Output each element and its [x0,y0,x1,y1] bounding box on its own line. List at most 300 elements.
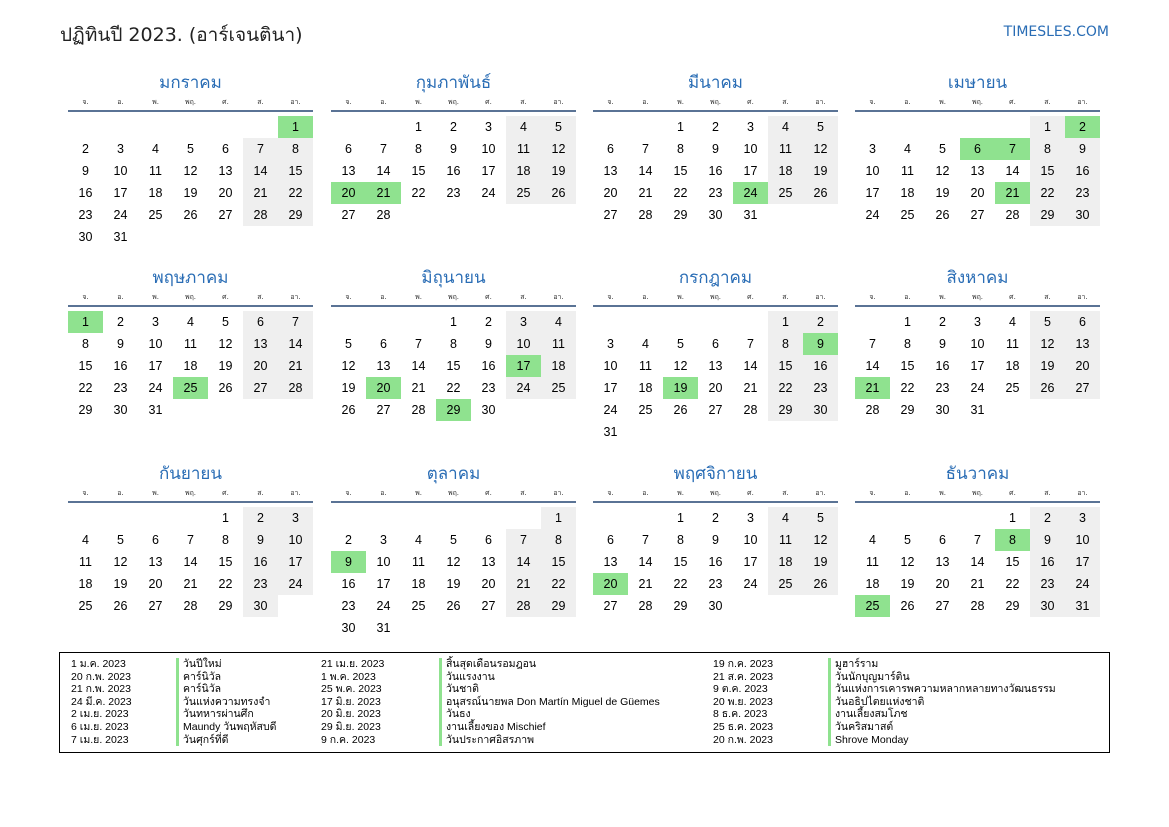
weekday-label: อ. [904,98,911,106]
day-cell: 29 [278,204,313,226]
weekday-label: พ. [152,489,159,497]
day-cell: 9 [82,164,89,178]
day-cell: 2 [712,511,719,525]
weekday-label: จ. [869,98,876,106]
weekday-label: อา. [1077,98,1088,106]
weekday-label: ศ. [222,489,229,497]
day-cell: 20 [218,186,233,200]
day-cell: 5 [904,533,911,547]
day-cell: 12 [541,138,576,160]
weekday-label: พ. [939,293,946,301]
day-cell: 9 [117,337,124,351]
day-cell: 1 [677,120,684,134]
day-cell: 1 [222,511,229,525]
day-cell: 29 [1005,599,1020,613]
day-cell: 15 [411,164,426,178]
weekday-label: พ. [677,98,684,106]
holiday-name: วันปีใหม่ [183,658,222,670]
day-cell: 3 [278,507,313,529]
day-cell: 10 [865,164,880,178]
day-cell: 10 [376,555,391,569]
weekday-label: พฤ. [447,98,460,106]
day-cell: 24 [506,377,541,399]
day-cell: 12 [113,555,128,569]
day-cell: 5 [187,142,194,156]
day-cell: 7 [974,533,981,547]
day-cell: 27 [970,208,985,222]
holiday-date: 8 ธ.ค. 2023 [713,708,768,721]
holiday-name: คาร์นิวัล [183,670,222,683]
weekday-label: อา. [815,293,826,301]
holiday-name: วันประกาศอิสรภาพ [446,733,535,746]
month-calendar [593,265,838,439]
day-cell: 9 [243,529,278,551]
holiday-name-column [439,658,660,746]
weekday-label: พฤ. [709,293,722,301]
day-cell: 19 [900,577,915,591]
weekday-header [331,291,576,307]
weekday-header [68,291,313,307]
day-cell: 26 [183,208,198,222]
holiday-date: 29 มิ.ย. 2023 [321,720,381,733]
day-cell: 20 [603,186,618,200]
day-cell: 10 [481,142,496,156]
day-cell: 18 [865,577,880,591]
day-cell: 18 [768,160,803,182]
day-cell: 8 [450,337,457,351]
weekday-label: ส. [782,293,789,301]
day-cell: 27 [603,208,618,222]
day-cell: 27 [1065,377,1100,399]
day-cell: 11 [412,555,425,569]
day-cell: 24 [603,403,618,417]
day-cell: 12 [446,555,461,569]
day-cell: 26 [935,208,950,222]
holiday-day-cell: 1 [278,116,313,138]
day-cell: 29 [900,403,915,417]
holiday-name: วันศุกร์ที่ดี [183,733,229,746]
holiday-day-cell: 20 [331,182,366,204]
day-cell: 1 [1030,116,1065,138]
day-cell: 17 [970,359,985,373]
day-cell: 1 [541,507,576,529]
weekday-label: พฤ. [971,489,984,497]
weekday-label: ส. [782,489,789,497]
day-cell: 5 [803,507,838,529]
day-cell: 3 [607,337,614,351]
weekday-label: อ. [117,98,124,106]
day-cell: 17 [278,551,313,573]
weekday-label: ส. [1044,293,1051,301]
day-cell: 6 [380,337,387,351]
day-grid [855,503,1100,635]
day-cell: 25 [1005,381,1020,395]
day-cell: 16 [708,555,723,569]
weekday-label: พฤ. [447,489,460,497]
day-cell: 23 [708,577,723,591]
month-name: ธันวาคม [945,464,1010,484]
holiday-date-column [71,658,132,746]
weekday-label: ส. [1044,98,1051,106]
weekday-header [68,487,313,503]
day-cell: 11 [149,164,162,178]
weekday-label: อา. [815,98,826,106]
day-cell: 4 [187,315,194,329]
day-cell: 11 [1006,337,1019,351]
day-cell: 11 [541,333,576,355]
holiday-name-column [176,658,276,746]
weekday-label: ส. [257,98,264,106]
day-cell: 4 [768,116,803,138]
holiday-date: 7 เม.ย. 2023 [71,733,129,746]
weekday-header [331,487,576,503]
month-calendar [855,70,1100,244]
day-cell: 7 [506,529,541,551]
day-cell: 22 [411,186,426,200]
day-cell: 7 [747,337,754,351]
day-cell: 26 [900,599,915,613]
weekday-label: อา. [553,293,564,301]
weekday-label: ศ. [1009,293,1016,301]
day-cell: 14 [638,555,653,569]
day-cell: 5 [117,533,124,547]
holiday-name: งานเลี้ยงของ Mischief [446,720,546,733]
day-cell: 6 [607,142,614,156]
day-grid [331,503,576,635]
weekday-label: จ. [345,98,352,106]
day-cell: 20 [1065,355,1100,377]
day-cell: 7 [278,311,313,333]
day-cell: 2 [82,142,89,156]
day-cell: 25 [541,377,576,399]
weekday-label: ศ. [747,98,754,106]
day-cell: 26 [803,182,838,204]
site-logo[interactable]: TIMESLES.COM [1003,24,1109,40]
weekday-header [855,291,1100,307]
day-cell: 26 [673,403,688,417]
weekday-label: ส. [782,98,789,106]
weekday-header [593,96,838,112]
day-cell: 2 [712,120,719,134]
day-cell: 20 [970,186,985,200]
day-cell: 12 [803,138,838,160]
weekday-label: พ. [677,293,684,301]
day-cell: 25 [900,208,915,222]
day-cell: 3 [1065,507,1100,529]
holiday-name: วันแห่งการเคารพความหลากหลายทางวัฒนธรรม [835,683,1056,696]
month-calendar [68,461,313,635]
day-cell: 25 [148,208,163,222]
day-cell: 26 [541,182,576,204]
day-cell: 8 [82,337,89,351]
day-cell: 24 [743,577,758,591]
weekday-label: พ. [939,98,946,106]
page-title: ปฏิทินปี 2023. (อาร์เจนตินา) [60,24,303,46]
day-cell: 25 [506,182,541,204]
month-name: มีนาคม [688,73,743,93]
day-cell: 5 [222,315,229,329]
day-cell: 10 [113,164,128,178]
day-cell: 11 [506,138,541,160]
day-cell: 8 [541,529,576,551]
day-cell: 25 [768,182,803,204]
day-cell: 30 [113,403,128,417]
weekday-header [593,487,838,503]
holiday-date: 21 เม.ย. 2023 [321,658,385,670]
day-cell: 16 [113,359,128,373]
day-cell: 25 [411,599,426,613]
day-cell: 28 [638,599,653,613]
weekday-label: อา. [290,293,301,301]
day-cell: 28 [865,403,880,417]
day-cell: 24 [1065,573,1100,595]
day-cell: 13 [218,164,233,178]
day-cell: 23 [803,377,838,399]
day-grid [68,307,313,439]
day-cell: 28 [278,377,313,399]
day-cell: 19 [541,160,576,182]
day-cell: 18 [1005,359,1020,373]
weekday-label: พฤ. [971,293,984,301]
day-cell: 6 [345,142,352,156]
day-cell: 7 [415,337,422,351]
day-cell: 19 [341,381,356,395]
weekday-label: อา. [553,98,564,106]
day-cell: 24 [970,381,985,395]
day-cell: 22 [900,381,915,395]
weekday-label: จ. [82,98,89,106]
day-cell: 24 [113,208,128,222]
day-cell: 17 [743,555,758,569]
holiday-date: 6 เม.ย. 2023 [71,720,129,733]
day-cell: 19 [803,551,838,573]
month-name: พฤศจิกายน [673,464,758,484]
holiday-name: วันอธิปไตยแห่งชาติ [835,695,925,708]
weekday-label: ศ. [485,489,492,497]
day-cell: 3 [747,511,754,525]
day-cell: 6 [1065,311,1100,333]
month-name: กุมภาพันธ์ [415,73,492,93]
day-cell: 12 [218,337,233,351]
holiday-day-cell: 20 [366,377,401,399]
day-cell: 23 [481,381,496,395]
day-cell: 6 [607,533,614,547]
day-cell: 8 [677,533,684,547]
day-cell: 27 [708,403,723,417]
day-cell: 5 [939,142,946,156]
day-cell: 8 [222,533,229,547]
day-cell: 15 [673,164,688,178]
day-cell: 1 [1009,511,1016,525]
day-cell: 31 [376,621,391,635]
holiday-name: วันนักบุญมาร์ติน [835,670,910,683]
weekday-label: ศ. [1009,98,1016,106]
weekday-label: พ. [415,293,422,301]
day-cell: 12 [935,164,950,178]
day-cell: 31 [113,230,128,244]
day-cell: 27 [603,599,618,613]
day-cell: 19 [218,359,233,373]
holiday-date: 21 ส.ค. 2023 [713,670,774,683]
day-cell: 28 [243,204,278,226]
day-cell: 17 [113,186,128,200]
day-cell: 13 [1065,333,1100,355]
holiday-date: 19 ก.ค. 2023 [713,658,774,670]
day-cell: 22 [673,577,688,591]
day-cell: 8 [278,138,313,160]
day-cell: 4 [869,533,876,547]
day-cell: 26 [1030,377,1065,399]
weekday-label: ส. [1044,489,1051,497]
day-cell: 20 [935,577,950,591]
month-calendar [68,265,313,439]
day-cell: 25 [78,599,93,613]
day-cell: 31 [148,403,163,417]
holiday-date-column [713,658,773,746]
holiday-name: วันธง [446,708,471,721]
day-cell: 11 [184,337,197,351]
day-cell: 29 [218,599,233,613]
day-cell: 30 [708,599,723,613]
day-cell: 2 [485,315,492,329]
holiday-date: 17 มิ.ย. 2023 [321,695,381,708]
month-name: กันยายน [158,464,222,484]
weekday-label: พฤ. [709,489,722,497]
holiday-name: วันคริสมาสต์ [835,720,894,733]
day-cell: 12 [673,359,688,373]
day-cell: 12 [341,359,356,373]
day-cell: 8 [904,337,911,351]
weekday-label: พ. [152,98,159,106]
day-cell: 31 [603,425,618,439]
weekday-header [855,487,1100,503]
day-cell: 5 [450,533,457,547]
month-calendar [855,265,1100,439]
day-cell: 21 [638,577,653,591]
holiday-name: วันชาติ [446,683,479,696]
weekday-label: จ. [82,293,89,301]
day-cell: 14 [638,164,653,178]
day-cell: 9 [485,337,492,351]
day-cell: 9 [939,337,946,351]
day-cell: 10 [278,529,313,551]
day-cell: 23 [78,208,93,222]
day-cell: 27 [218,208,233,222]
holiday-date: 9 ก.ค. 2023 [321,733,376,746]
holiday-day-cell: 8 [995,529,1030,551]
day-cell: 28 [183,599,198,613]
day-cell: 24 [278,573,313,595]
day-cell: 20 [243,355,278,377]
day-cell: 17 [743,164,758,178]
day-cell: 17 [603,381,618,395]
weekday-label: พ. [415,98,422,106]
day-cell: 13 [376,359,391,373]
day-cell: 26 [341,403,356,417]
day-grid [593,503,838,635]
day-cell: 6 [243,311,278,333]
day-cell: 25 [768,573,803,595]
day-cell: 12 [900,555,915,569]
weekday-label: จ. [607,489,614,497]
weekday-label: ส. [520,98,527,106]
day-cell: 7 [869,337,876,351]
day-cell: 7 [187,533,194,547]
day-cell: 16 [341,577,356,591]
day-cell: 23 [1030,573,1065,595]
holiday-date: 1 ม.ค. 2023 [71,658,126,670]
day-cell: 15 [900,359,915,373]
month-name: กรกฎาคม [678,268,753,288]
weekday-label: อ. [642,293,649,301]
day-cell: 4 [541,311,576,333]
day-cell: 3 [380,533,387,547]
holiday-day-cell: 19 [663,377,698,399]
day-cell: 19 [935,186,950,200]
day-cell: 27 [341,208,356,222]
weekday-label: ศ. [485,98,492,106]
weekday-label: อ. [117,293,124,301]
month-calendar [331,70,576,244]
day-cell: 11 [768,138,803,160]
month-name: มกราคม [159,73,222,93]
day-cell: 14 [183,555,198,569]
holiday-day-cell: 17 [506,355,541,377]
holiday-date: 1 พ.ค. 2023 [321,670,376,683]
day-grid [331,307,576,439]
day-cell: 3 [485,120,492,134]
day-cell: 24 [481,186,496,200]
day-cell: 6 [222,142,229,156]
weekday-label: อ. [380,489,387,497]
day-cell: 7 [642,533,649,547]
day-cell: 1 [904,315,911,329]
day-cell: 21 [638,186,653,200]
weekday-label: พฤ. [184,489,197,497]
day-cell: 22 [218,577,233,591]
day-cell: 14 [865,359,880,373]
day-cell: 3 [117,142,124,156]
day-cell: 21 [743,381,758,395]
weekday-label: จ. [82,489,89,497]
weekday-label: ศ. [747,293,754,301]
day-cell: 22 [768,377,803,399]
day-cell: 15 [278,160,313,182]
day-cell: 31 [1065,595,1100,617]
day-grid [593,112,838,244]
holiday-name: วันแรงงาน [446,670,495,683]
day-cell: 4 [415,533,422,547]
day-cell: 23 [243,573,278,595]
day-cell: 3 [152,315,159,329]
day-cell: 16 [1030,551,1065,573]
day-cell: 19 [1030,355,1065,377]
holiday-date: 20 พ.ย. 2023 [713,695,773,708]
holiday-day-cell: 25 [173,377,208,399]
day-cell: 29 [1030,204,1065,226]
day-cell: 22 [1030,182,1065,204]
day-cell: 27 [481,599,496,613]
day-cell: 2 [345,533,352,547]
day-cell: 14 [1005,164,1020,178]
day-cell: 9 [1065,138,1100,160]
day-cell: 23 [113,381,128,395]
weekday-label: พฤ. [709,98,722,106]
weekday-label: ศ. [1009,489,1016,497]
day-grid [855,112,1100,244]
holiday-day-cell: 21 [995,182,1030,204]
day-cell: 14 [506,551,541,573]
